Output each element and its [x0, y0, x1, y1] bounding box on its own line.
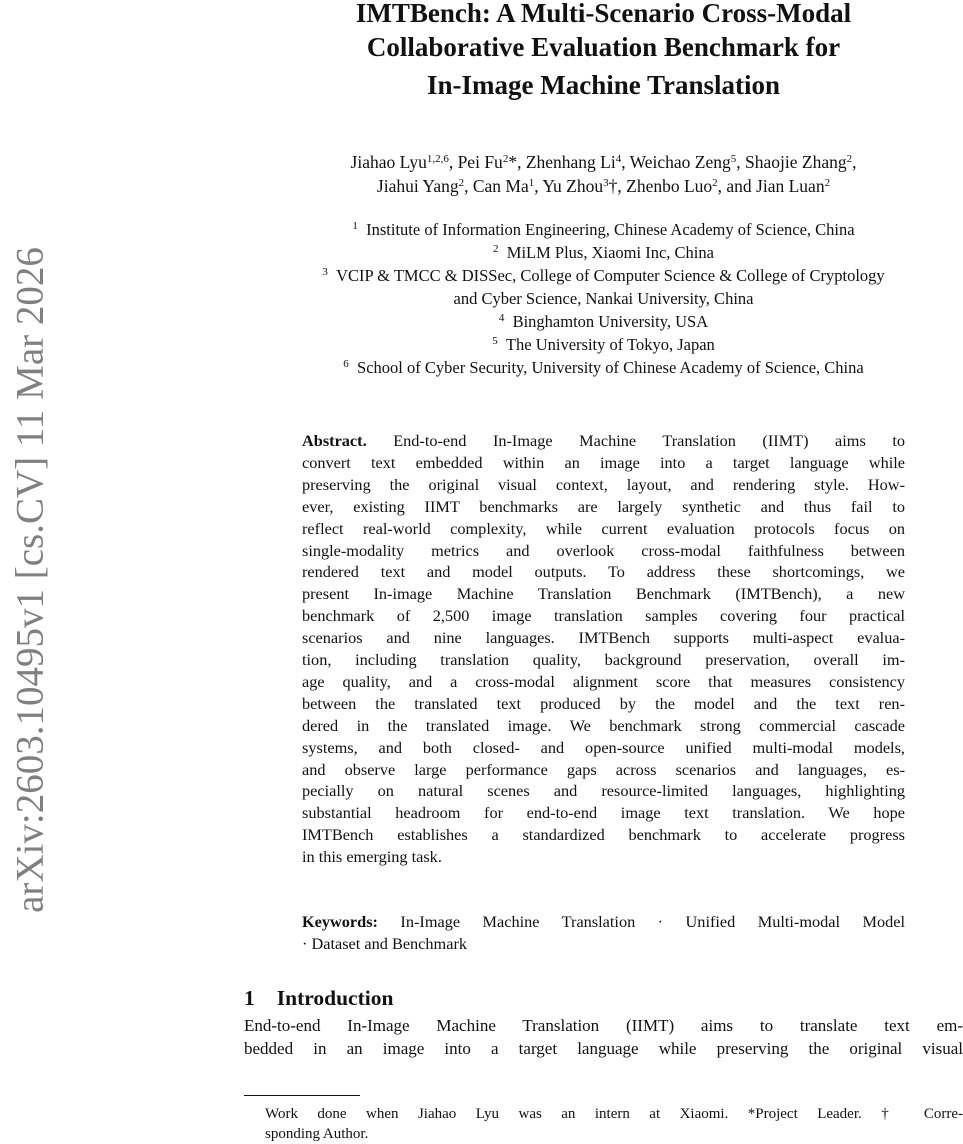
abstract-line [302, 474, 905, 496]
abstract-line [302, 518, 905, 540]
abstract-text: reflect real-world complexity, while current evaluation protocols focus on [302, 518, 905, 538]
keywords-text: In-Image Machine Translation · Unified Multi-modal Model [400, 912, 905, 931]
abstract-text: systems, and both closed- and open-source unified multi-modal models, [302, 737, 905, 757]
abstract-text: ever, existing IIMT benchmarks are largely synthetic and thus fail to [302, 496, 905, 516]
keywords-line [302, 911, 905, 933]
affiliation-line [244, 264, 963, 287]
author-affiliation-mark: 4 [615, 153, 622, 165]
intro-line: End-to-end In-Image Machine Translation (IIMT) aims to translate text em- [244, 1016, 963, 1035]
author-affiliation-mark: 1 [528, 177, 535, 189]
author-name [630, 152, 737, 172]
author-line: Jiahui Yang$^2$, Can Ma$^1$, Yu Zhou$^3$†, Zhenbo Luo$^2$, and Jian Luan$^2$ [376, 176, 831, 196]
affiliation-number: 6 [343, 358, 349, 370]
author-name-text: Zhenbo Luo [626, 176, 713, 196]
author-name-text: Yu Zhou [542, 176, 604, 196]
author-name-text: Jiahui Yang [376, 176, 459, 196]
footnote-rule [244, 1095, 360, 1096]
abstract-line [302, 583, 905, 605]
abstract-text: age quality, and a cross-modal alignment score that measures consistency [302, 671, 905, 691]
abstract-line [302, 627, 905, 649]
affiliation-line [244, 218, 963, 241]
affiliation-text: VCIP & TMCC & DISSec, College of Computer Science & College of Cryptology [336, 266, 885, 285]
affiliation-line [244, 333, 963, 356]
author-name [377, 176, 464, 196]
affiliation-line [244, 287, 963, 310]
abstract-line [302, 430, 905, 452]
paper-title-line: IMTBench: A Multi-Scenario Cross-Modal [355, 0, 852, 28]
author-name-text: Can Ma [472, 176, 529, 196]
abstract-text: between the translated text produced by the model and the text ren- [302, 693, 905, 713]
abstract-text: preserving the original visual context, layout, and rendering style. How- [302, 474, 905, 494]
affiliation-line [244, 310, 963, 333]
abstract-text: pecially on natural scenes and resource-limited languages, highlighting [302, 781, 905, 801]
affiliation-number: 1 [352, 220, 358, 232]
affiliation-number: 3 [322, 266, 328, 278]
abstract-text: single-modality metrics and overlook cross-modal faithfulness between [302, 540, 905, 560]
author-name [458, 152, 517, 172]
abstract-line [302, 693, 905, 715]
affiliation-line [244, 356, 963, 379]
abstract-text: substantial headroom for end-to-end image text translation. We hope [302, 803, 905, 823]
author-name [473, 176, 534, 196]
paper-title-line: Collaborative Evaluation Benchmark for [366, 32, 841, 62]
abstract-line [302, 561, 905, 583]
abstract-line [302, 671, 905, 693]
abstract-line [302, 452, 905, 474]
author-line: Jiahao Lyu$^{1,2,6}$, Pei Fu$^2$*, Zhenhang Li$^4$, Weichao Zeng$^5$, Shaojie Zhang$^2$, [350, 152, 857, 172]
abstract-line [302, 496, 905, 518]
author-affiliation-mark: 2 [458, 177, 465, 189]
section-number: 1 [244, 986, 255, 1010]
footnote-line: Work done when Jiahao Lyu was an intern at Xiaomi. *Project Leader. † Corre- [265, 1106, 963, 1122]
affiliation-text: MiLM Plus, Xiaomi Inc, China [506, 243, 714, 262]
author-name-text: Weichao Zeng [629, 152, 731, 172]
affiliation-line [244, 241, 963, 264]
affiliation-number: 5 [492, 335, 498, 347]
abstract-text: benchmark of 2,500 image translation samples covering four practical [302, 606, 905, 626]
intro-line: bedded in an image into a target language while preserving the original visual [244, 1039, 963, 1058]
abstract-text: dered in the translated image. We benchmark strong commercial cascade [302, 715, 905, 735]
paper-title-line: In-Image Machine Translation [426, 70, 781, 100]
keywords-label: Keywords: [302, 912, 378, 931]
author-affiliation-mark: 2 [846, 153, 853, 165]
author-role-mark: * [508, 152, 518, 172]
abstract-text: rendered text and model outputs. To address these shortcomings, we [302, 562, 905, 582]
affiliation-number: 4 [498, 312, 505, 324]
abstract-text: scenarios and nine languages. IMTBench supports multi-aspect evalua- [302, 628, 905, 648]
author-name-text: Shaojie Zhang [745, 152, 847, 172]
author-name [526, 152, 621, 172]
abstract-text: End-to-end In-Image Machine Translation (IIMT) aims to [393, 431, 905, 450]
abstract-text: IMTBench establishes a standardized benchmark to accelerate progress [302, 825, 905, 845]
keywords-line: · Dataset and Benchmark [302, 934, 468, 953]
abstract-text: present In-image Machine Translation Benchmark (IMTBench), a new [302, 584, 905, 604]
affiliation-number: 2 [493, 243, 499, 255]
author-affiliation-mark: 1,2,6 [426, 153, 449, 165]
abstract-text: and observe large performance gaps across scenarios and languages, es- [302, 759, 905, 779]
author-name [542, 176, 617, 196]
abstract-text: in this emerging task. [302, 847, 442, 867]
section-heading-introduction [244, 986, 415, 1011]
author-name [351, 152, 449, 172]
abstract-line [302, 715, 905, 737]
affiliation-text: Binghamton University, USA [512, 312, 709, 331]
author-name [626, 176, 718, 196]
affiliation-text: School of Cyber Security, University of Chinese Academy of Science, China [357, 358, 864, 377]
author-affiliation-mark: 2 [824, 177, 831, 189]
abstract-line [302, 649, 905, 671]
abstract-line [302, 605, 905, 627]
author-name-text: Jiahao Lyu [350, 152, 427, 172]
affiliation-text: and Cyber Science, Nankai University, China [453, 289, 754, 308]
abstract-line [302, 780, 905, 802]
author-name-text: Zhenhang Li [525, 152, 616, 172]
footnote-line: sponding Author. [265, 1126, 369, 1142]
abstract-line [302, 540, 905, 562]
author-affiliation-mark: 5 [730, 153, 737, 165]
abstract-line [302, 802, 905, 824]
abstract-line [302, 846, 905, 868]
author-role-mark: † [608, 176, 618, 196]
abstract-line [302, 759, 905, 781]
arxiv-identifier: arXiv:2603.10495v1 [cs.CV] 11 Mar 2026 [8, 247, 52, 913]
author-affiliation-mark: 3 [603, 177, 609, 189]
abstract-line [302, 824, 905, 846]
author-affiliation-mark: 2 [502, 153, 509, 165]
abstract-text: tion, including translation quality, background preservation, overall im- [302, 650, 905, 669]
affiliation-text: Institute of Information Engineering, Chinese Academy of Science, China [366, 220, 855, 239]
author-name-text: Pei Fu [457, 152, 503, 172]
author-name [745, 152, 852, 172]
author-affiliation-mark: 2 [712, 177, 718, 189]
section-title: Introduction [276, 986, 394, 1010]
abstract-line [302, 737, 905, 759]
abstract-text: convert text embedded within an image into a target language while [302, 452, 905, 472]
author-name [726, 176, 830, 196]
abstract-label: Abstract. [302, 431, 367, 450]
affiliation-text: The University of Tokyo, Japan [505, 335, 715, 354]
author-name-text: and Jian Luan [726, 176, 825, 196]
